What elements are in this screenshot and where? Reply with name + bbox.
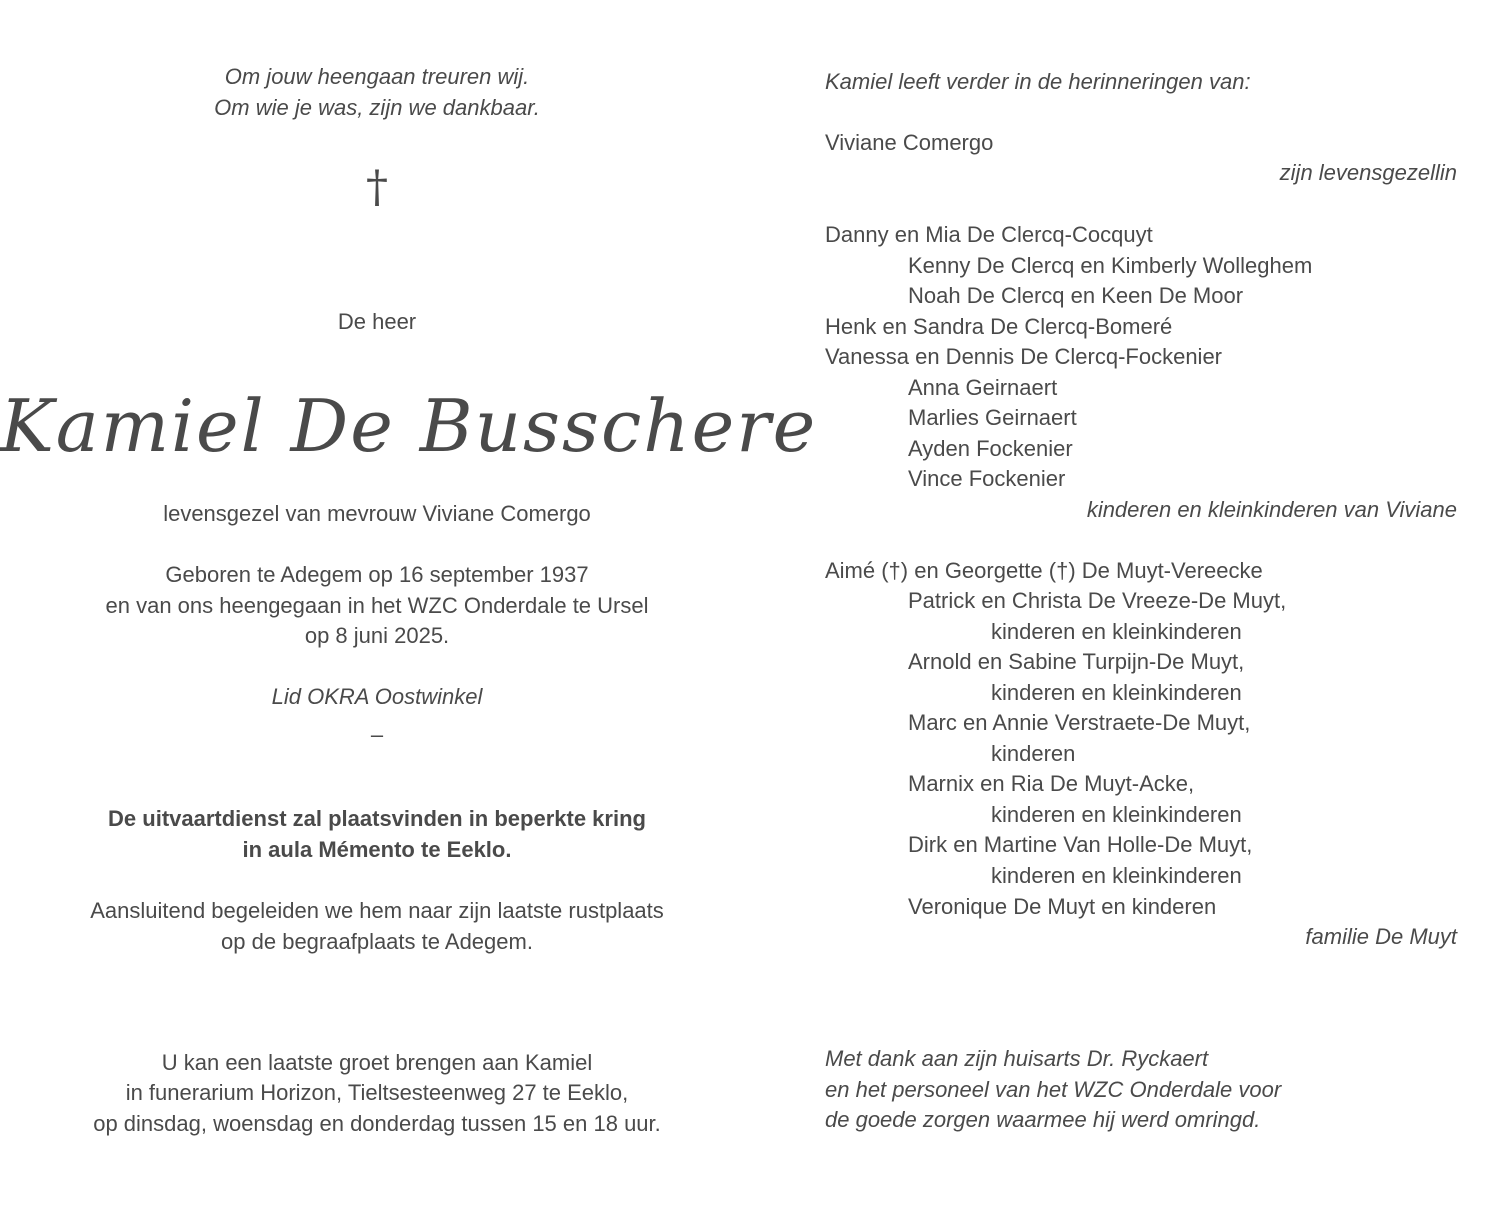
family2-line: Patrick en Christa De Vreeze-De Muyt,	[908, 588, 1287, 613]
family2-line: kinderen en kleinkinderen	[991, 802, 1242, 827]
quote-line-1: Om jouw heengaan treuren wij.	[224, 64, 530, 89]
family1-line: Henk en Sandra De Clercq-Bomeré	[825, 314, 1173, 339]
funeral-line-2: in aula Mémento te Eeklo.	[242, 837, 512, 862]
family2-line: Arnold en Sabine Turpijn-De Muyt,	[908, 649, 1245, 674]
family2-line: kinderen	[991, 741, 1076, 766]
partner-role: zijn levensgezellin	[1279, 160, 1457, 185]
visit-line-3: op dinsdag, woensdag en donderdag tussen 15 en 18 uur.	[93, 1111, 661, 1136]
family2-line: Veronique De Muyt en kinderen	[908, 894, 1217, 919]
family1-line: Anna Geirnaert	[908, 375, 1058, 400]
family1-role: kinderen en kleinkinderen van Viviane	[1086, 497, 1457, 522]
intro-line: Kamiel leeft verder in de herinneringen van:	[825, 69, 1251, 94]
thanks-line-2: en het personeel van het WZC Onderdale voor	[825, 1077, 1282, 1102]
family2-line: kinderen en kleinkinderen	[991, 680, 1242, 705]
birth-line-3: op 8 juni 2025.	[304, 623, 450, 648]
family1-line: Danny en Mia De Clercq-Cocquyt	[825, 222, 1153, 247]
deceased-name: Kamiel De Busschere	[0, 384, 818, 468]
visit-line-1: U kan een laatste groet brengen aan Kamiel	[161, 1050, 593, 1075]
family2-line: Marc en Annie Verstraete-De Muyt,	[908, 710, 1251, 735]
funeral-line-1: De uitvaartdienst zal plaatsvinden in beperkte kring	[108, 806, 646, 831]
burial-line-1: Aansluitend begeleiden we hem naar zijn laatste rustplaats	[90, 898, 664, 923]
family2-line: Marnix en Ria De Muyt-Acke,	[908, 771, 1195, 796]
visit-line-2: in funerarium Horizon, Tieltsesteenweg 27 te Eeklo,	[125, 1080, 629, 1105]
family2-line: kinderen en kleinkinderen	[991, 863, 1242, 888]
family1-line: Ayden Fockenier	[908, 436, 1073, 461]
divider-dash: –	[370, 722, 384, 747]
family2-line: Dirk en Martine Van Holle-De Muyt,	[908, 832, 1253, 857]
family2-line: Aimé (†) en Georgette (†) De Muyt-Vereecke	[825, 558, 1263, 583]
family1-line: Vince Fockenier	[908, 466, 1066, 491]
family2-line: kinderen en kleinkinderen	[991, 619, 1242, 644]
family1-line: Vanessa en Dennis De Clercq-Fockenier	[825, 344, 1222, 369]
title: De heer	[337, 309, 417, 334]
partner-line: levensgezel van mevrouw Viviane Comergo	[163, 501, 591, 526]
quote-line-2: Om wie je was, zijn we dankbaar.	[214, 95, 540, 120]
membership: Lid OKRA Oostwinkel	[271, 684, 483, 709]
family2-role: familie De Muyt	[1305, 924, 1457, 949]
cross-icon: †	[366, 162, 388, 213]
partner-name: Viviane Comergo	[825, 130, 994, 155]
thanks-line-3: de goede zorgen waarmee hij werd omringd.	[825, 1107, 1261, 1132]
family1-line: Kenny De Clercq en Kimberly Wolleghem	[908, 253, 1313, 278]
family1-line: Noah De Clercq en Keen De Moor	[908, 283, 1244, 308]
burial-line-2: op de begraafplaats te Adegem.	[221, 929, 533, 954]
family1-line: Marlies Geirnaert	[908, 405, 1077, 430]
thanks-line-1: Met dank aan zijn huisarts Dr. Ryckaert	[825, 1046, 1209, 1071]
birth-line-2: en van ons heengegaan in het WZC Onderdale te Ursel	[105, 593, 649, 618]
birth-line-1: Geboren te Adegem op 16 september 1937	[165, 562, 589, 587]
